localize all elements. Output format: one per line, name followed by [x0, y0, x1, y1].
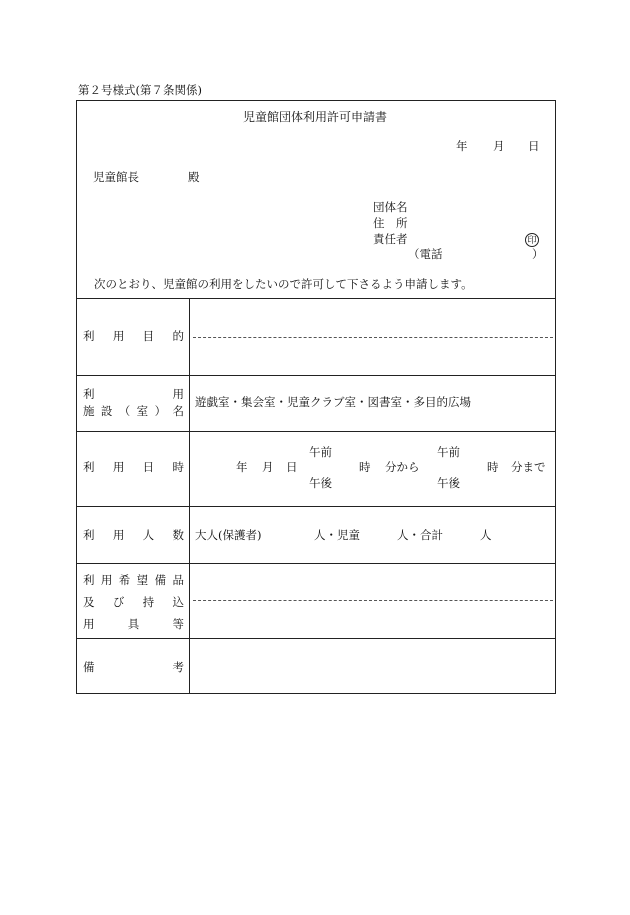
end-hour: 時	[487, 460, 499, 474]
datetime-label: 利 用 日 時	[83, 460, 184, 474]
equipment-label-line2: 及 び 持 込	[83, 595, 184, 609]
equipment-dotted-line	[193, 600, 553, 601]
form-title: 児童館団体利用許可申請書	[242, 110, 387, 124]
remarks-label: 備 考	[83, 660, 184, 674]
end-minute-until: 分まで	[511, 460, 546, 474]
total-label: 人・合計	[397, 528, 443, 542]
datetime-year: 年	[236, 460, 248, 474]
date-year: 年	[456, 139, 468, 153]
phone-close-paren: ）	[532, 247, 544, 261]
addressee-label: 児童館長	[93, 170, 139, 184]
end-pm: 午後	[437, 476, 460, 490]
datetime-month: 月	[262, 460, 274, 474]
address-label: 住 所	[373, 216, 408, 230]
equipment-label-line3: 用 具 等	[83, 617, 184, 631]
total-unit: 人	[480, 528, 492, 542]
phone-label: （電話	[408, 247, 443, 261]
datetime-day: 日	[286, 460, 298, 474]
addressee-honorific: 殿	[188, 170, 200, 184]
start-hour: 時	[359, 460, 371, 474]
adults-label: 大人(保護者)	[195, 528, 262, 542]
representative-label: 責任者	[373, 232, 408, 246]
form-number: 第２号様式(第７条関係)	[78, 83, 202, 97]
end-am: 午前	[437, 445, 460, 459]
date-day: 日	[528, 139, 540, 153]
divider-facility	[76, 431, 556, 432]
purpose-label: 利 用 目 的	[83, 329, 184, 343]
facility-options: 遊戯室・集会室・児童クラブ室・図書室・多目的広場	[195, 395, 471, 409]
date-month: 月	[493, 139, 505, 153]
divider-headcount	[76, 563, 556, 564]
divider-purpose	[76, 375, 556, 376]
headcount-label: 利 用 人 数	[83, 528, 184, 542]
children-label: 人・児童	[314, 528, 360, 542]
request-statement: 次のとおり、児童館の利用をしたいので許可して下さるよう申請します。	[94, 277, 473, 291]
seal-mark: 印	[525, 233, 539, 247]
divider-datetime	[76, 506, 556, 507]
org-name-label: 団体名	[373, 200, 408, 214]
start-am: 午前	[309, 445, 332, 459]
divider-header	[76, 298, 556, 299]
facility-label-line1: 利 用	[83, 387, 184, 401]
divider-equipment	[76, 638, 556, 639]
facility-label-line2: 施 設 （ 室 ） 名	[83, 404, 184, 418]
label-column-divider	[189, 298, 190, 694]
start-pm: 午後	[309, 476, 332, 490]
equipment-label-line1: 利 用 希 望 備 品	[83, 573, 184, 587]
purpose-dotted-line	[193, 337, 553, 338]
start-minute-from: 分から	[385, 460, 420, 474]
